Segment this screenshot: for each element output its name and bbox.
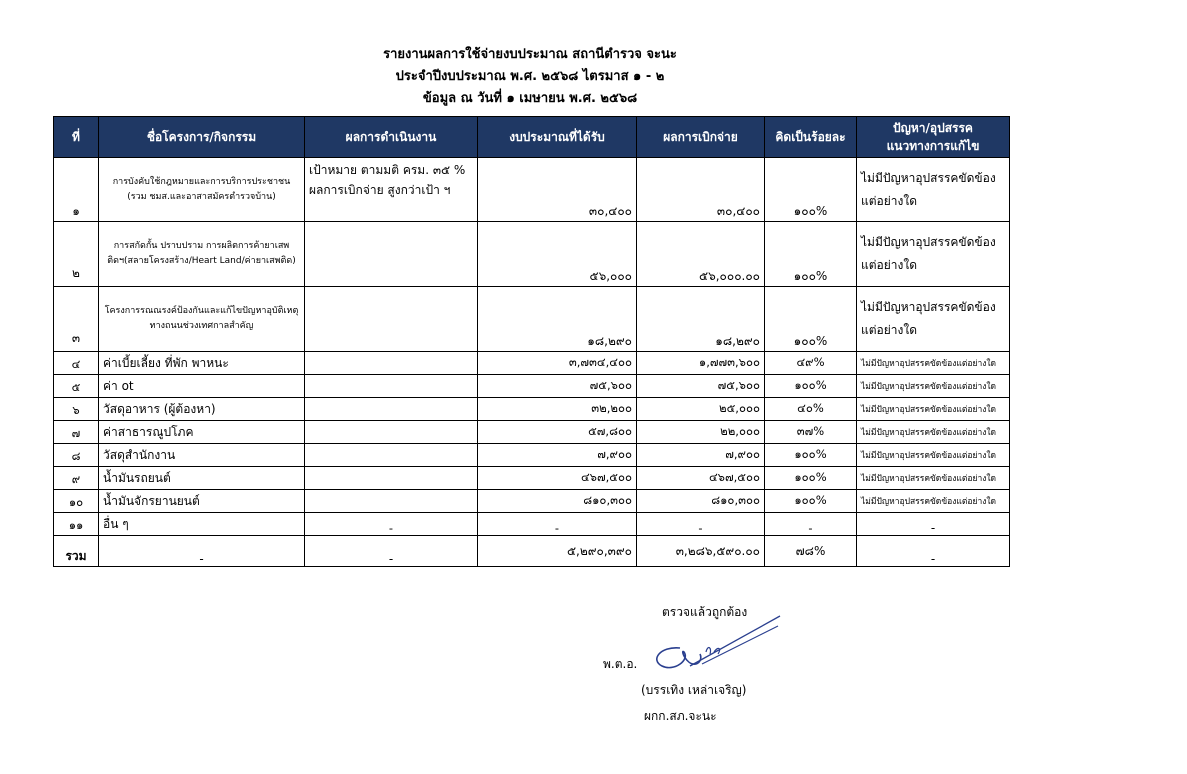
cell-percent: ๑๐๐% (765, 444, 857, 467)
cell-no: ๒ (54, 222, 99, 287)
cell-problem: ไม่มีปัญหาอุปสรรคขัดข้องแต่อย่างใด (857, 375, 1010, 398)
header-project: ชื่อโครงการ/กิจกรรม (99, 117, 305, 158)
table-row (54, 375, 1010, 398)
cell-project: ค่าสาธารณูปโภค (99, 421, 305, 444)
cell-no: ๘ (54, 444, 99, 467)
cell-problem: ไม่มีปัญหาอุปสรรคขัดข้องแต่อย่างใด (857, 490, 1010, 513)
report-titles (0, 44, 1060, 110)
cell-problem: ไม่มีปัญหาอุปสรรคขัดข้องแต่อย่างใด (857, 444, 1010, 467)
cell-spent: ๓๐,๔๐๐ (637, 158, 765, 222)
header-result: ผลการดำเนินงาน (305, 117, 478, 158)
total-row (54, 536, 1010, 567)
cell-result (305, 375, 478, 398)
cell-result (305, 398, 478, 421)
cell-result (305, 158, 478, 222)
cell-spent: ๘๑๐,๓๐๐ (637, 490, 765, 513)
cell-budget: ๗๕,๖๐๐ (478, 375, 637, 398)
cell-problem: ไม่มีปัญหาอุปสรรคขัดข้องแต่อย่างใด (857, 421, 1010, 444)
cell-problem: ไม่มีปัญหาอุปสรรคขัดข้องแต่อย่างใด (857, 352, 1010, 375)
table-row (54, 398, 1010, 421)
cell-no: ๔ (54, 352, 99, 375)
cell-project: โครงการรณณรงค์ป้องกันและแก้ไขปัญหาอุบัติเหตุทางถนนช่วงเทศกาลสำคัญ (99, 287, 305, 352)
total-percent: ๗๘% (765, 536, 857, 567)
total-problem: - (857, 536, 1010, 567)
table-row (54, 352, 1010, 375)
total-budget: ๕,๒๙๐,๓๙๐ (478, 536, 637, 567)
cell-percent: ๓๗% (765, 421, 857, 444)
cell-budget: ๗,๙๐๐ (478, 444, 637, 467)
total-spent: ๓,๒๘๖,๕๙๐.๐๐ (637, 536, 765, 567)
cell-spent: ๑๘,๒๙๐ (637, 287, 765, 352)
cell-result (305, 287, 478, 352)
cell-percent: ๑๐๐% (765, 158, 857, 222)
cell-no: ๙ (54, 467, 99, 490)
table-header-row (54, 117, 1010, 158)
cell-no: ๗ (54, 421, 99, 444)
table-row (54, 444, 1010, 467)
cell-problem: ไม่มีปัญหาอุปสรรคขัดข้องแต่อย่างใด (857, 222, 1010, 287)
report-subtitle: ประจำปีงบประมาณ พ.ศ. ๒๕๖๘ ไตรมาส ๑ - ๒ (395, 69, 665, 84)
cell-result (305, 352, 478, 375)
cell-project: วัสดุอาหาร (ผู้ต้องหา) (99, 398, 305, 421)
cell-result (305, 444, 478, 467)
result-target: เป้าหมาย ตามมติ ครม. ๓๕ % (309, 163, 466, 177)
header-problem-line1: ปัญหา/อุปสรรค (893, 121, 973, 135)
report-title: รายงานผลการใช้จ่ายงบประมาณ สถานีตำรวจ จะนะ (383, 47, 677, 62)
total-result: - (305, 536, 478, 567)
cell-percent: - (765, 513, 857, 536)
cell-percent: ๑๐๐% (765, 287, 857, 352)
signer-position: ผกก.สภ.จะนะ (644, 709, 717, 723)
cell-project: วัสดุสำนักงาน (99, 444, 305, 467)
cell-project: การบังคับใช้กฎหมายและการบริการประชาชน (รวม ชมส.และอาสาสมัครตำรวจบ้าน) (99, 158, 305, 222)
cell-result (305, 421, 478, 444)
cell-result: - (305, 513, 478, 536)
cell-spent: ๕๖,๐๐๐.๐๐ (637, 222, 765, 287)
cell-spent: ๔๖๗,๕๐๐ (637, 467, 765, 490)
cell-budget: ๓๒,๒๐๐ (478, 398, 637, 421)
cell-budget: ๔๖๗,๕๐๐ (478, 467, 637, 490)
cell-budget: ๕๖,๐๐๐ (478, 222, 637, 287)
cell-percent: ๔๐% (765, 398, 857, 421)
cell-problem: - (857, 513, 1010, 536)
cell-problem: ไม่มีปัญหาอุปสรรคขัดข้องแต่อย่างใด (857, 158, 1010, 222)
result-status: ผลการเบิกจ่าย สูงกว่าเป้า ฯ (309, 183, 451, 197)
cell-percent: ๑๐๐% (765, 375, 857, 398)
cell-project: น้ำมันรถยนต์ (99, 467, 305, 490)
header-budget: งบประมาณที่ได้รับ (478, 117, 637, 158)
cell-spent: ๑,๗๗๓,๖๐๐ (637, 352, 765, 375)
header-problem (857, 117, 1010, 158)
cell-budget: ๓,๗๓๔,๔๐๐ (478, 352, 637, 375)
cell-spent: ๗๕,๖๐๐ (637, 375, 765, 398)
cell-no: ๖ (54, 398, 99, 421)
cell-project: การสกัดกั้น ปราบปราม การผลิตการค้ายาเสพติดฯ(สลายโครงสร้าง/Heart Land/ค่ายาเสพติด) (99, 222, 305, 287)
signer-name: (บรรเทิง เหล่าเจริญ) (641, 683, 747, 697)
cell-problem: ไม่มีปัญหาอุปสรรคขัดข้องแต่อย่างใด (857, 398, 1010, 421)
verified-text: ตรวจแล้วถูกต้อง (662, 605, 748, 619)
table-row (54, 513, 1010, 536)
cell-project: อื่น ๆ (99, 513, 305, 536)
signature-mark-icon (640, 608, 790, 678)
cell-result (305, 222, 478, 287)
report-date: ข้อมูล ณ วันที่ ๑ เมษายน พ.ศ. ๒๕๖๘ (422, 91, 638, 106)
table-row (54, 222, 1010, 287)
total-label: รวม (54, 536, 99, 567)
cell-budget: ๘๑๐,๓๐๐ (478, 490, 637, 513)
header-percent: คิดเป็นร้อยละ (765, 117, 857, 158)
cell-result (305, 490, 478, 513)
table-row (54, 158, 1010, 222)
cell-spent: ๒๕,๐๐๐ (637, 398, 765, 421)
cell-no: ๕ (54, 375, 99, 398)
cell-no: ๑๑ (54, 513, 99, 536)
signer-rank: พ.ต.อ. (603, 657, 638, 671)
cell-no: ๓ (54, 287, 99, 352)
table-row (54, 421, 1010, 444)
total-project: - (99, 536, 305, 567)
cell-budget: ๑๘,๒๙๐ (478, 287, 637, 352)
cell-no: ๑ (54, 158, 99, 222)
cell-budget: ๕๗,๘๐๐ (478, 421, 637, 444)
header-problem-line2: แนวทางการแก้ไข (886, 139, 980, 153)
cell-problem: ไม่มีปัญหาอุปสรรคขัดข้องแต่อย่างใด (857, 467, 1010, 490)
cell-no: ๑๐ (54, 490, 99, 513)
cell-percent: ๔๙% (765, 352, 857, 375)
budget-table (53, 116, 1010, 567)
table-row (54, 490, 1010, 513)
cell-project: น้ำมันจักรยานยนต์ (99, 490, 305, 513)
table-row (54, 467, 1010, 490)
cell-spent: ๒๒,๐๐๐ (637, 421, 765, 444)
cell-percent: ๑๐๐% (765, 222, 857, 287)
table-row (54, 287, 1010, 352)
cell-spent: ๗,๙๐๐ (637, 444, 765, 467)
cell-problem: ไม่มีปัญหาอุปสรรคขัดข้องแต่อย่างใด (857, 287, 1010, 352)
cell-percent: ๑๐๐% (765, 490, 857, 513)
cell-project: ค่า ot (99, 375, 305, 398)
cell-percent: ๑๐๐% (765, 467, 857, 490)
cell-budget: - (478, 513, 637, 536)
header-spent: ผลการเบิกจ่าย (637, 117, 765, 158)
cell-spent: - (637, 513, 765, 536)
header-no: ที่ (54, 117, 99, 158)
cell-result (305, 467, 478, 490)
cell-project: ค่าเบี้ยเลี้ยง ที่พัก พาหนะ (99, 352, 305, 375)
cell-budget: ๓๐,๔๐๐ (478, 158, 637, 222)
